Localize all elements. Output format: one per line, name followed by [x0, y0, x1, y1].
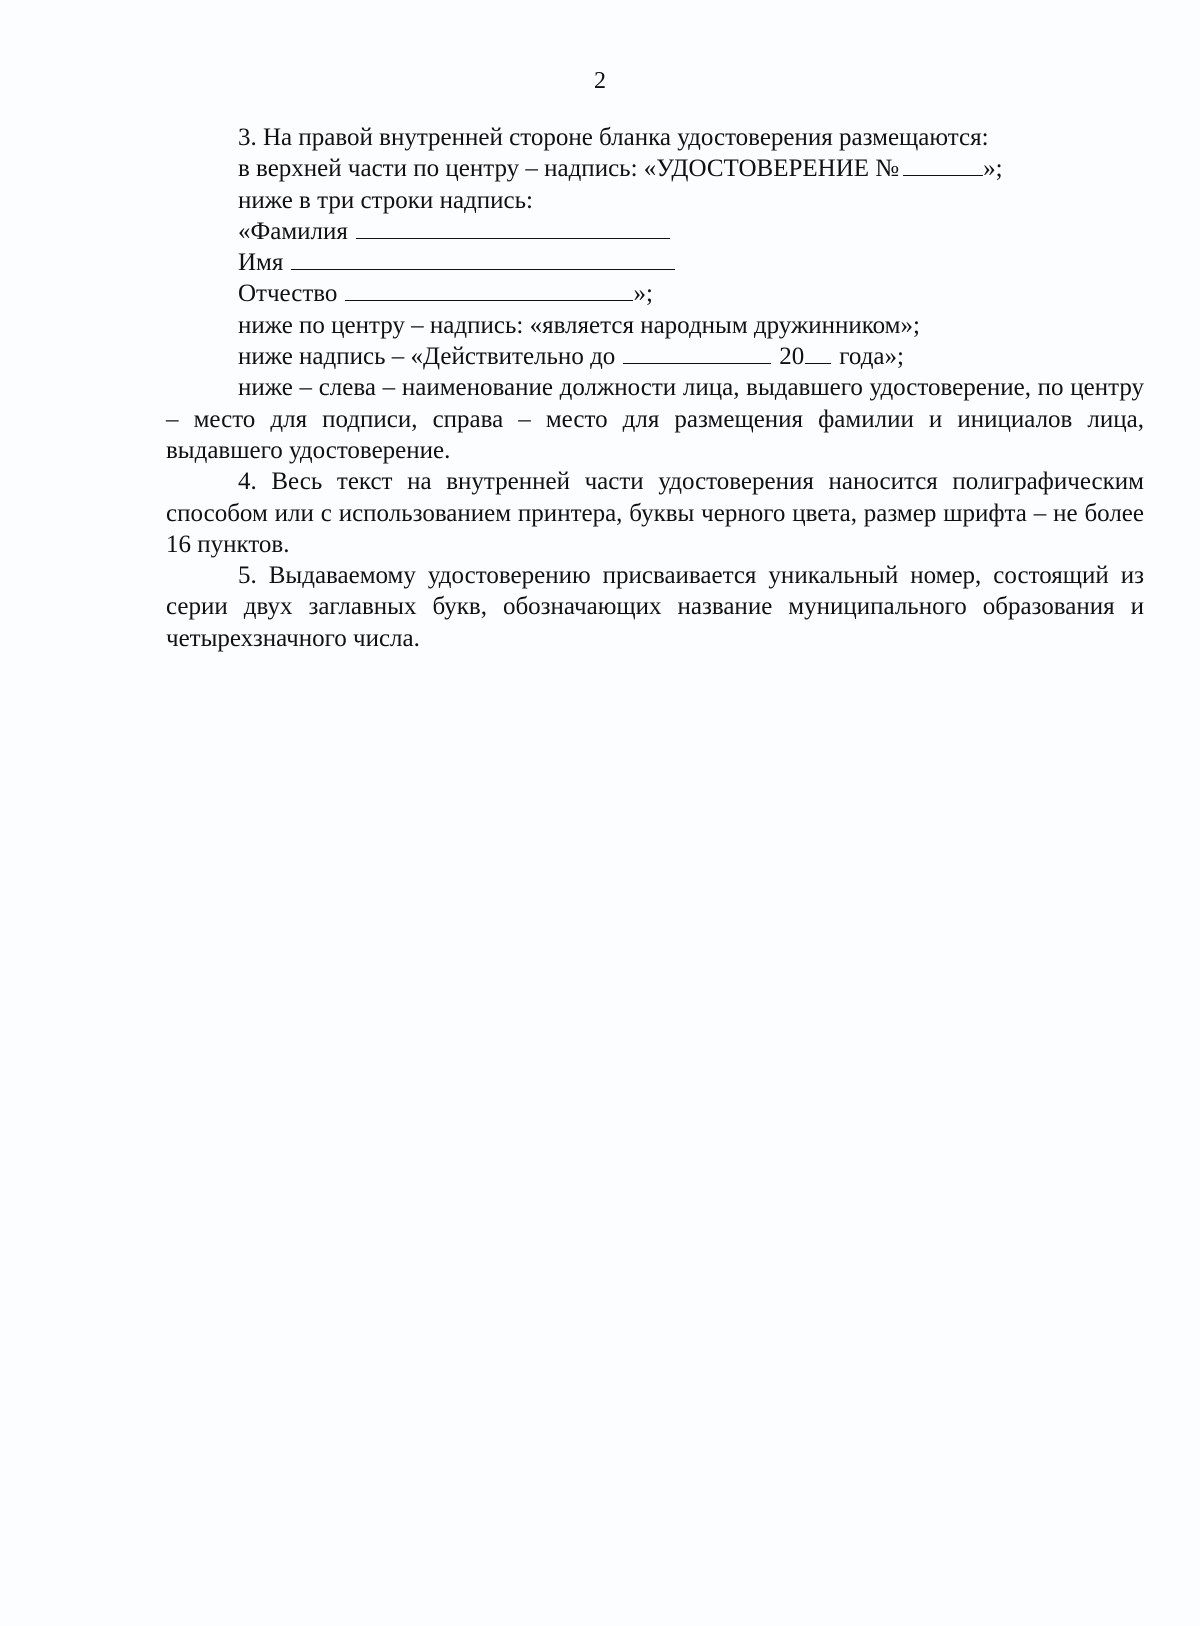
name-line [166, 247, 1144, 278]
signature-paragraph: ниже – слева – наименование должности лица, выдавшего удостоверение, по центру – место для подписи, справа – место для размещения фамилии и инициалов лица, выдавшего удостоверение. [166, 374, 1144, 464]
section-4-paragraph: 4. Весь текст на внутренней части удостоверения наносится полиграфическим способом или с использованием принтера, буквы черного цвета, размер шрифта – не более 16 пунктов. [166, 468, 1144, 558]
three-line-caption: ниже в три строки надпись: [238, 186, 533, 214]
page-number: 2 [594, 68, 606, 94]
valid-until-date-blank [623, 341, 771, 364]
valid-until-year-blank [805, 341, 831, 364]
certificate-number-line [166, 153, 1144, 184]
name-blank [291, 247, 675, 270]
patronymic-line [166, 278, 1144, 309]
patronymic-close: »; [633, 280, 653, 308]
name-label: Имя [238, 249, 284, 277]
patronymic-label: Отчество [238, 280, 338, 308]
valid-until-year-prefix: 20 [779, 343, 805, 371]
surname-blank [356, 216, 670, 239]
valid-until-label: ниже надпись – «Действительно до [238, 343, 616, 371]
patronymic-blank [345, 278, 633, 301]
surname-line [166, 216, 1144, 247]
volunteer-caption-line: ниже по центру – надпись: «является народным дружинником»; [238, 311, 920, 339]
valid-until-close: года»; [839, 343, 904, 371]
surname-label: «Фамилия [238, 217, 348, 245]
section-5-paragraph: 5. Выдаваемому удостоверению присваивается уникальный номер, состоящий из серии двух заглавных букв, обозначающих название муниципального образования и четырехзначного числа. [166, 562, 1144, 652]
certificate-number-blank [903, 153, 983, 176]
valid-until-line [166, 341, 1144, 372]
certificate-number-close: »; [983, 155, 1003, 183]
certificate-number-label: в верхней части по центру – надпись: «УДОСТОВЕРЕНИЕ № [238, 155, 900, 183]
section-3-heading: 3. На правой внутренней стороне бланка удостоверения размещаются: [238, 124, 989, 151]
document-body [166, 122, 1144, 654]
